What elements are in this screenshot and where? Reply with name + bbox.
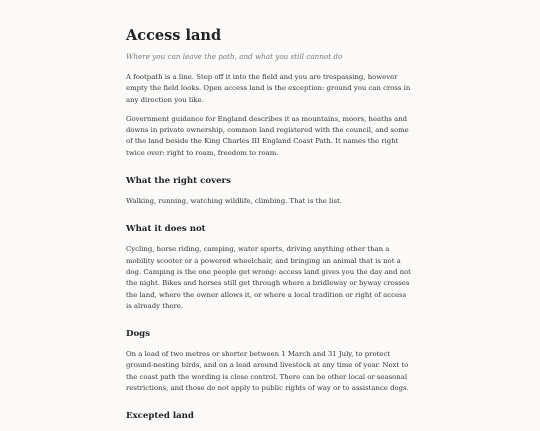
- section-body-what-not: Cycling, horse riding, camping, water sports, driving anything other than a mobility scooter or a powered wheelchair, and bringing an animal that is not a dog. Camping is the one people get wrong: access land gives you the day and not the night. Bikes and horses still get through where a bridleway or byway crosses the land, where the owner allows it, or where a local tradition or right of access is already there.: [126, 245, 411, 310]
- intro-paragraph-2: Government guidance for England describes it as mountains, moors, heaths and downs in private ownership, common land registered with the council, and some of the land beside the King Charles III England Coast Path. It names the right twice over: right to roam, freedom to roam.: [126, 114, 409, 157]
- article: [126, 26, 414, 431]
- section-heading-dogs: Dogs: [126, 329, 151, 340]
- section-body-dogs: On a lead of two metres or shorter between 1 March and 31 July, to protect ground-nesting birds, and on a lead around livestock at any time of year. Next to the coast path the wording is close control. There can be other local or seasonal restrictions, and those do not apply to public rights of way or to assistance dogs.: [126, 350, 409, 393]
- intro-paragraph-1: A footpath is a line. Step off it into the field and you are trespassing, however empty the field looks. Open access land is the exception: ground you can cross in any direction you like.: [126, 73, 411, 104]
- section-body-what-covers: Walking, running, watching wildlife, climbing. That is the list.: [126, 197, 342, 206]
- page-title: Access land: [126, 27, 222, 44]
- section-heading-what-not: What it does not: [126, 224, 206, 235]
- section-heading-what-covers: What the right covers: [126, 176, 231, 187]
- page-subtitle: Where you can leave the path, and what you still cannot do: [126, 52, 343, 61]
- section-heading-excepted-land: Excepted land: [126, 411, 194, 422]
